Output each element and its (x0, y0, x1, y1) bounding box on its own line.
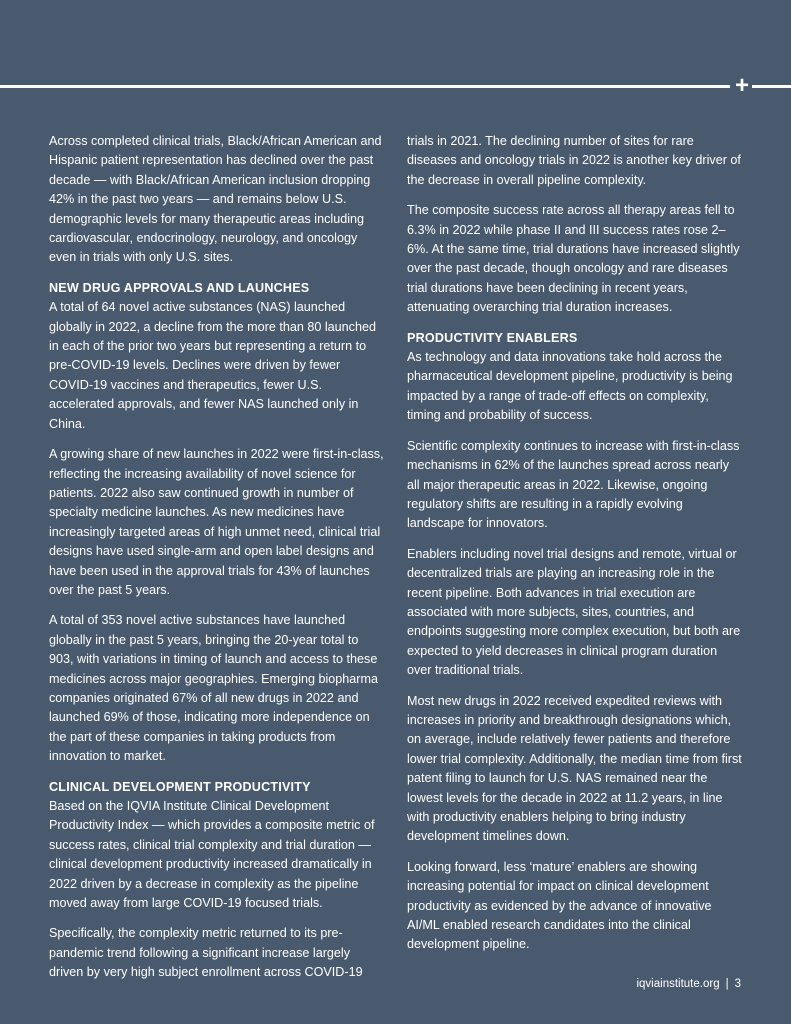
section-heading-clinical-development: CLINICAL DEVELOPMENT PRODUCTIVITY (49, 779, 311, 794)
paragraph: Looking forward, less ‘mature’ enablers are showing increasing potential for impact on clinical development productivity as evidenced by the advance of innovative AI/ML enabled research candidates into the clinical development pipeline. (407, 859, 712, 952)
section-heading-new-drug-approvals: NEW DRUG APPROVALS AND LAUNCHES (49, 280, 310, 295)
footer-separator: | (725, 978, 729, 990)
page-footer (636, 978, 741, 990)
paragraph: Enablers including novel trial designs and remote, virtual or decentralized trials are playing an increasing role in the recent pipeline. Both advances in trial execution are associated with more subjects, sites, countries, and endpoints suggesting more complex execution, but both are expected to yield decreases in clinical program duration over traditional trials. (407, 546, 741, 678)
paragraph: Across completed clinical trials, Black/African American and Hispanic patient representation has declined over the past decade — with Black/African American inclusion dropping 42% in the past two years — and remains below U.S. demographic levels for many therapeutic areas including cardiovascular, endocrinology, neurology, and oncology even in trials with only U.S. sites. (49, 134, 382, 265)
paragraph: As technology and data innovations take hold across the pharmaceutical development pipeline, productivity is being impacted by a range of trade-off effects on complexity, timing and probability of success. (407, 350, 733, 423)
paragraph: Based on the IQVIA Institute Clinical Development Productivity Index — which provides a composite metric of success rates, clinical trial complexity and trial duration — clinical development productivity increased dramatically in 2022 driven by a decrease in complexity as the pipeline moved away from large COVID-19 focused trials. (49, 799, 375, 911)
paragraph: A total of 353 novel active substances have launched globally in the past 5 years, bringing the 20-year total to 903, with variations in timing of launch and access to these medicines across major geographies. Emerging biopharma companies originated 67% of all new drugs in 2022 and launched 69% of those, indicating more independence on the part of these companies in taking products from innovation to market. (49, 613, 378, 764)
page-number: 3 (734, 978, 741, 990)
footer-site-link[interactable]: iqviainstitute.org (636, 978, 720, 990)
right-column (407, 132, 743, 966)
paragraph: A total of 64 novel active substances (NAS) launched globally in 2022, a decline from the more than 80 launched in each of the prior two years but representing a return to pre-COVID-19 levels. Declines were driven by fewer COVID-19 vaccines and therapeutics, fewer U.S. accelerated approvals, and fewer NAS launched only in China. (49, 300, 376, 431)
paragraph: Most new drugs in 2022 received expedited reviews with increases in priority and breakthrough designations which, on average, include relatively fewer patients and therefore lower trial complexity. Additionally, the median time from first patent filing to launch for U.S. NAS remained near the lowest levels for the decade in 2022 at 11.2 years, in line with productivity enablers helping to bring industry development timelines down. (407, 693, 742, 844)
paragraph: Specifically, the complexity metric returned to its pre-pandemic trend following a significant increase largely driven by very high subject enrollment across COVID-19 (49, 926, 363, 980)
plus-icon: + (734, 72, 749, 99)
header-rule (0, 85, 730, 88)
paragraph: A growing share of new launches in 2022 were first-in-class, reflecting the increasing availability of novel science for patients. 2022 also saw continued growth in number of specialty medicine launches. As new medicines have increasingly targeted areas of high unmet need, clinical trial designs have used single-arm and open label designs and have been used in the approval trials for 43% of launches over the past 5 years. (49, 447, 384, 597)
paragraph: Scientific complexity continues to increase with first-in-class mechanisms in 62% of the launches spread across nearly all major therapeutic areas in 2022. Likewise, ongoing regulatory shifts are resulting in a rapidly evolving landscape for innovators. (407, 438, 740, 531)
paragraph: The composite success rate across all therapy areas fell to 6.3% in 2022 while phase II and III success rates rose 2–6%. At the same time, trial durations have increased slightly over the past decade, though oncology and rare diseases trial durations have been declining in recent years, attenuating overarching trial duration increases. (407, 203, 740, 315)
section-heading-productivity-enablers: PRODUCTIVITY ENABLERS (407, 330, 578, 345)
left-column (49, 132, 385, 994)
header-rule-end (752, 85, 791, 88)
paragraph: trials in 2021. The declining number of sites for rare diseases and oncology trials in 2022 is another key driver of the decrease in overall pipeline complexity. (407, 134, 741, 187)
